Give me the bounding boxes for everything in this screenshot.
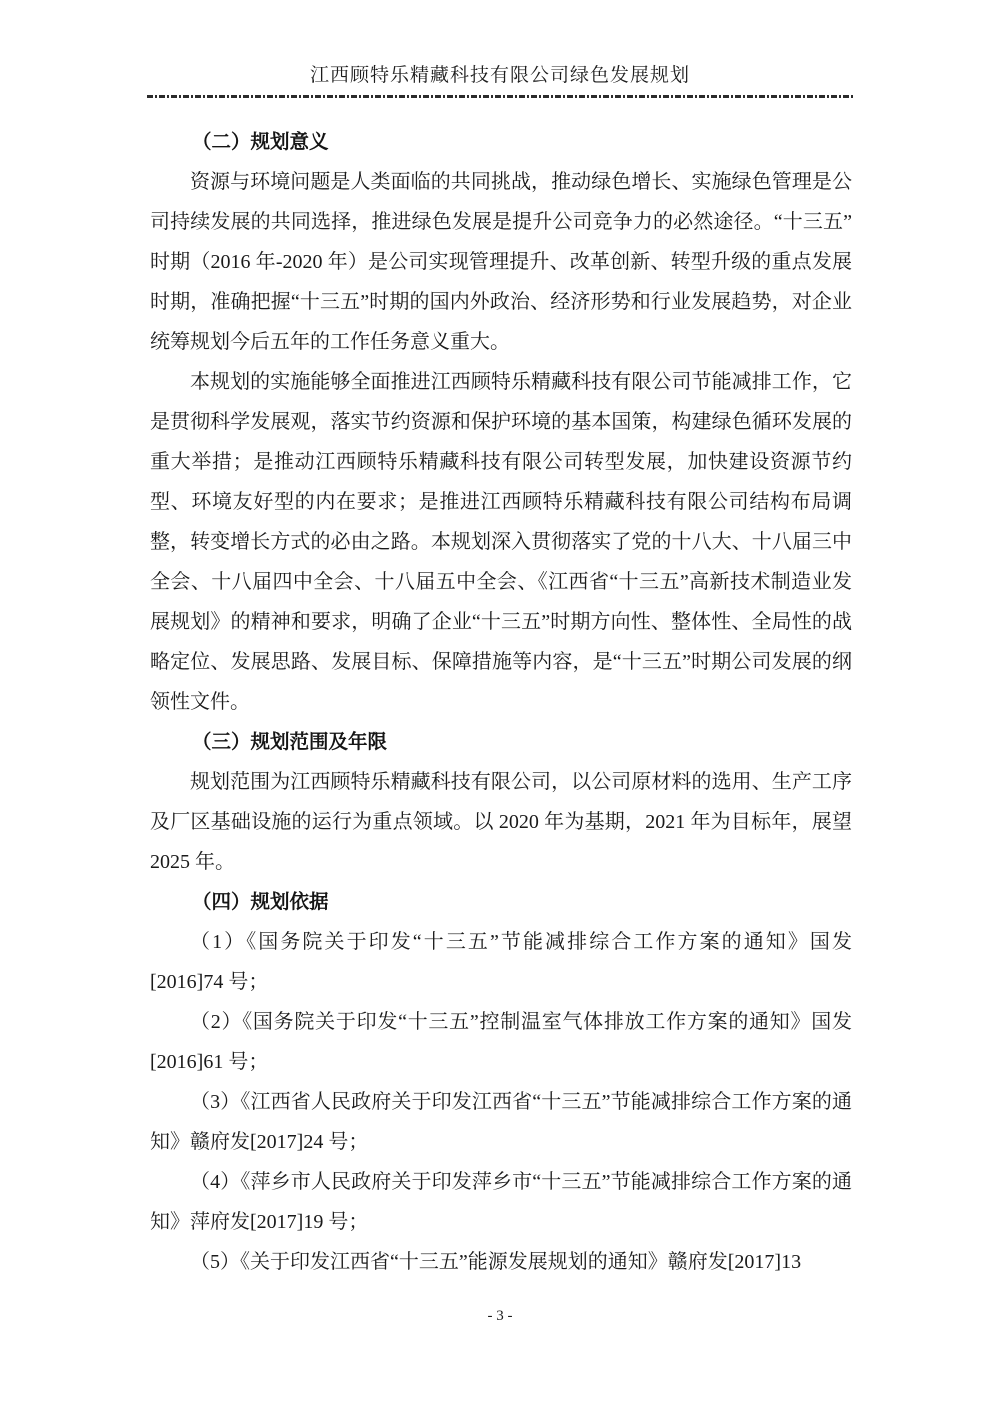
page-number: - 3 - bbox=[487, 1308, 513, 1324]
reference-item-4: （4）《萍乡市人民政府关于印发萍乡市“十三五”节能减排综合工作方案的通知》萍府发[2017]19 号； bbox=[150, 1171, 852, 1233]
reference-item-2: （2）《国务院关于印发“十三五”控制温室气体排放工作方案的通知》国发[2016]61 号； bbox=[150, 1011, 852, 1073]
reference-item-3: （3）《江西省人民政府关于印发江西省“十三五”节能减排综合工作方案的通知》赣府发[2017]24 号； bbox=[150, 1091, 852, 1153]
reference-item-5: （5）《关于印发江西省“十三五”能源发展规划的通知》赣府发[2017]13 bbox=[190, 1251, 802, 1273]
paragraph-scope: 规划范围为江西顾特乐精藏科技有限公司，以公司原材料的选用、生产工序及厂区基础设施的运行为重点领域。以 2020 年为基期，2021 年为目标年，展望 2025 年。 bbox=[150, 771, 852, 873]
header-rule bbox=[147, 95, 853, 98]
paragraph-significance-2: 本规划的实施能够全面推进江西顾特乐精藏科技有限公司节能减排工作，它是贯彻科学发展观，落实节约资源和保护环境的基本国策，构建绿色循环发展的重大举措；是推动江西顾特乐精藏科技有限公司转型发展，加快建设资源节约型、环境友好型的内在要求；是推进江西顾特乐精藏科技有限公司结构布局调整，转变增长方式的必由之路。本规划深入贯彻落实了党的十八大、十八届三中全会、十八届四中全会、十八届五中全会、《江西省“十三五”高新技术制造业发展规划》的精神和要求，明确了企业“十三五”时期方向性、整体性、全局性的战略定位、发展思路、发展目标、保障措施等内容，是“十三五”时期公司发展的纲领性文件。 bbox=[150, 371, 852, 713]
section-heading-planning-basis: （四）规划依据 bbox=[192, 890, 329, 913]
section-heading-scope-and-term: （三）规划范围及年限 bbox=[192, 730, 388, 753]
paragraph-significance-1: 资源与环境问题是人类面临的共同挑战，推动绿色增长、实施绿色管理是公司持续发展的共同选择，推进绿色发展是提升公司竞争力的必然途径。“十三五”时期（2016 年-2020 年）是公司实现管理提升、改革创新、转型升级的重点发展时期，准确把握“十三五”时期的国内外政治、经济形势和行业发展趋势，对企业统筹规划今后五年的工作任务意义重大。 bbox=[150, 171, 852, 353]
section-heading-planning-significance: （二）规划意义 bbox=[192, 130, 329, 153]
header-title: 江西顾特乐精藏科技有限公司绿色发展规划 bbox=[309, 65, 690, 86]
reference-item-1: （1）《国务院关于印发“十三五”节能减排综合工作方案的通知》国发[2016]74 号； bbox=[150, 931, 852, 993]
document-body bbox=[150, 122, 852, 1282]
page-footer bbox=[0, 1306, 1000, 1326]
